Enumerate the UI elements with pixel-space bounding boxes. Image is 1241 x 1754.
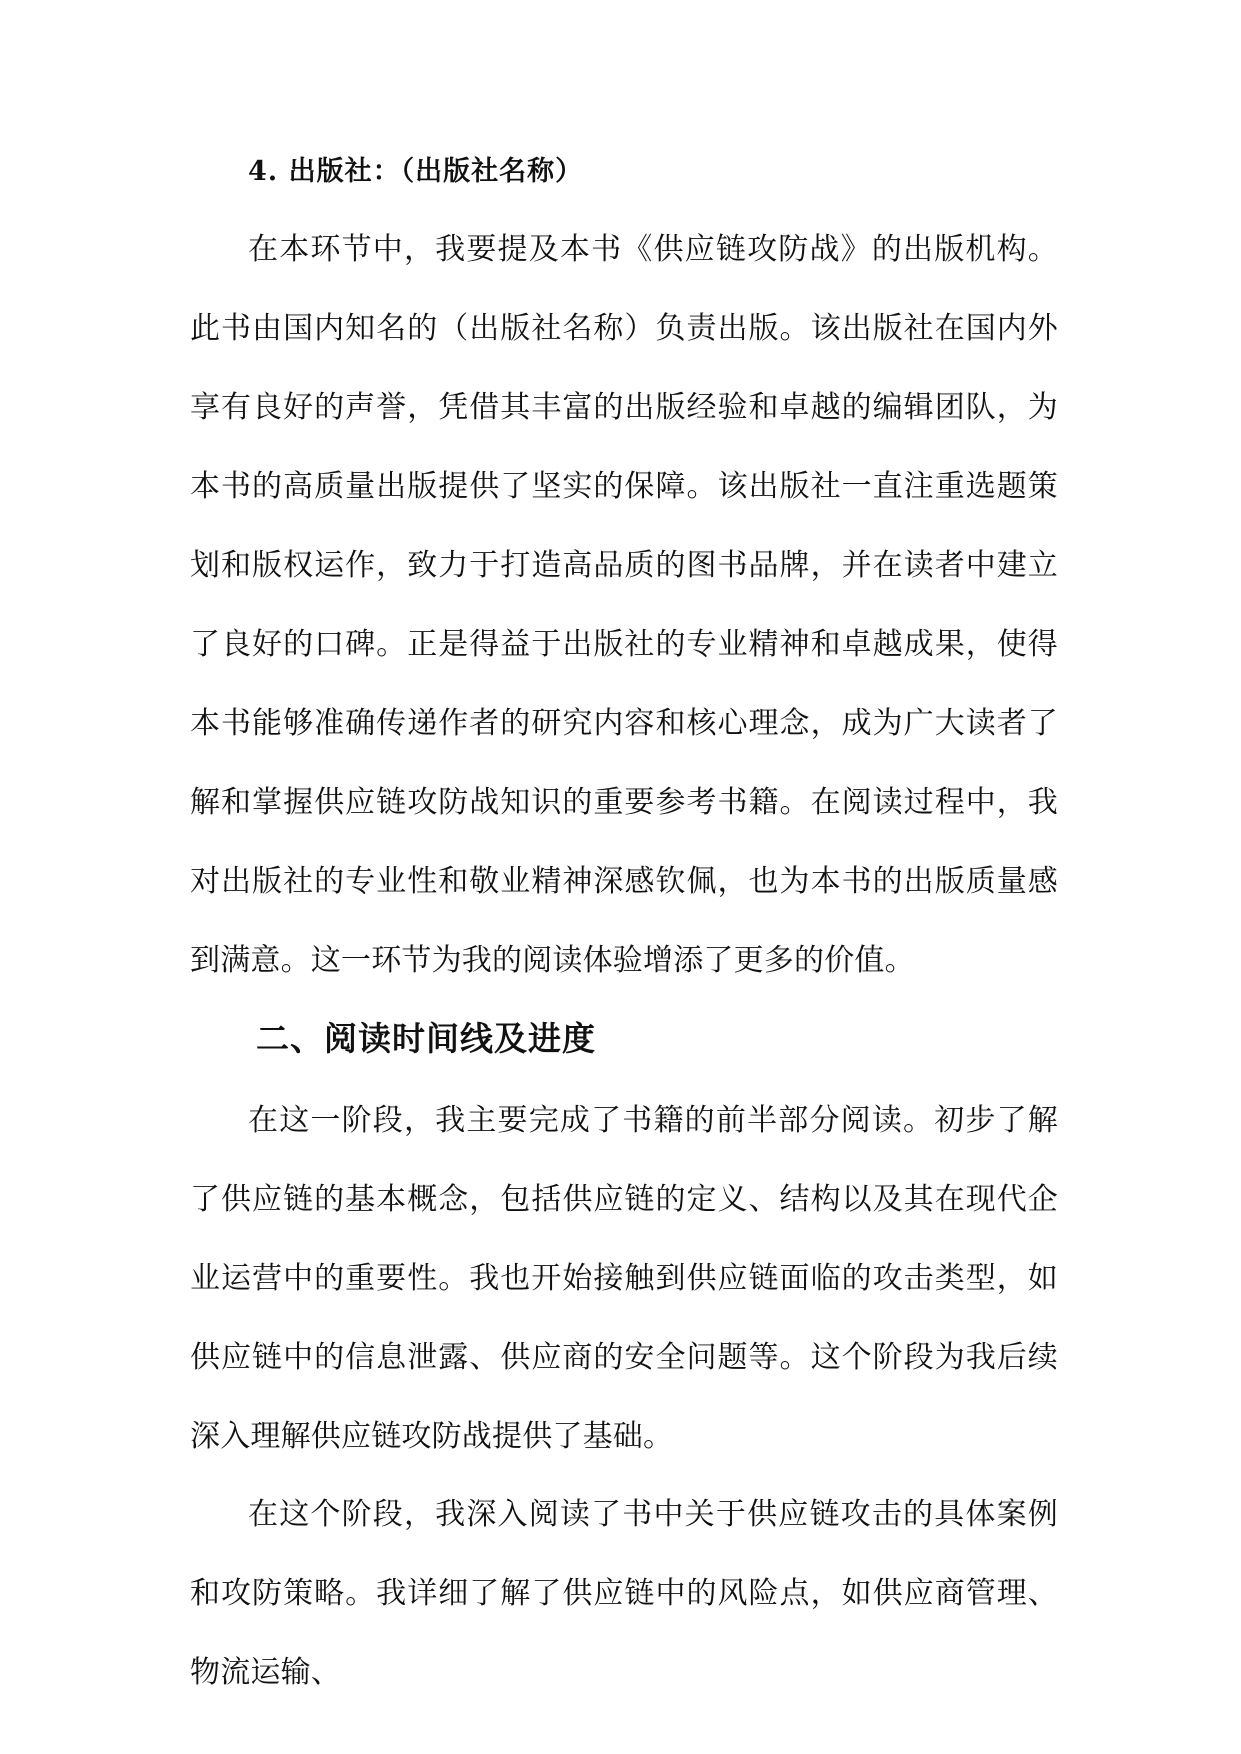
stage-two-paragraph: 在这个阶段，我深入阅读了书中关于供应链攻击的具体案例和攻防策略。我详细了解了供应链中的风险点，如供应商管理、物流运输、	[190, 1497, 1058, 1690]
publisher-paragraph: 在本环节中，我要提及本书《供应链攻防战》的出版机构。此书由国内知名的（出版社名称）负责出版。该出版社在国内外享有良好的声誉，凭借其丰富的出版经验和卓越的编辑团队，为本书的高质量出版提供了坚实的保障。该出版社一直注重选题策划和版权运作，致力于打造高品质的图书品牌，并在读者中建立了良好的口碑。正是得益于出版社的专业精神和卓越成果，使得本书能够准确传递作者的研究内容和核心理念，成为广大读者了解和掌握供应链攻防战知识的重要参考书籍。在阅读过程中，我对出版社的专业性和敬业精神深感钦佩，也为本书的出版质量感到满意。这一环节为我的阅读体验增添了更多的价值。	[190, 232, 1058, 978]
subsection-title: 出版社：（出版社名称）	[288, 156, 584, 187]
section-heading: 二、阅读时间线及进度	[256, 1019, 596, 1058]
subsection-heading	[248, 150, 583, 194]
subsection-number: 4.	[248, 156, 279, 187]
stage-one-paragraph: 在这一阶段，我主要完成了书籍的前半部分阅读。初步了解了供应链的基本概念，包括供应链的定义、结构以及其在现代企业运营中的重要性。我也开始接触到供应链面临的攻击类型，如供应链中的信息泄露、供应商的安全问题等。这个阶段为我后续深入理解供应链攻防战提供了基础。	[190, 1103, 1058, 1454]
